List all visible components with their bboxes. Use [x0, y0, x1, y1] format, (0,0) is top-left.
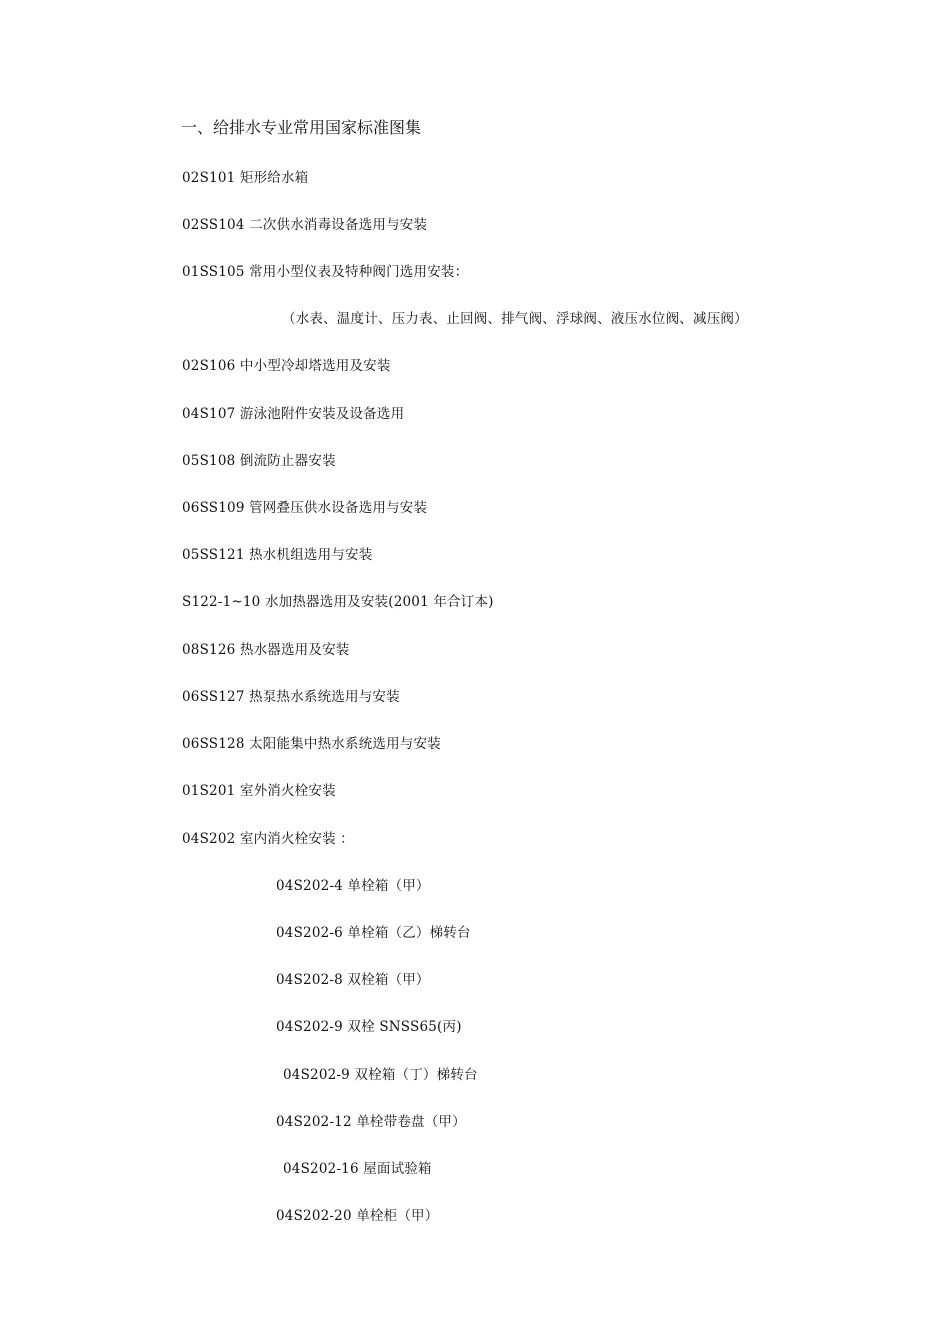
- list-item: 02S106 中小型冷却塔选用及安装: [182, 358, 391, 374]
- list-item: 08S126 热水器选用及安装: [182, 642, 350, 658]
- list-item: 05S108 倒流防止器安装: [182, 453, 336, 469]
- sub-list-item: 04S202-4 单栓箱（甲）: [276, 878, 430, 894]
- sub-list-item: 04S202-6 单栓箱（乙）梯转台: [276, 925, 471, 941]
- list-item-note: （水表、温度计、压力表、止回阀、排气阀、浮球阀、液压水位阀、减压阀）: [282, 311, 748, 327]
- list-item: 01SS105 常用小型仪表及特种阀门选用安装：: [182, 264, 469, 280]
- list-item: 05SS121 热水机组选用与安装: [182, 547, 373, 563]
- list-item: 02SS104 二次供水消毒设备选用与安装: [182, 217, 428, 233]
- list-item: 06SS109 管网叠压供水设备选用与安装: [182, 500, 428, 516]
- sub-list-item: 04S202-16 屋面试验箱: [283, 1161, 432, 1177]
- list-item: 02S101 矩形给水箱: [182, 170, 309, 186]
- sub-list-item: 04S202-12 单栓带卷盘（甲）: [276, 1114, 466, 1130]
- sub-list-item: 04S202-20 单栓柜（甲）: [276, 1208, 439, 1224]
- list-item: 01S201 室外消火栓安装: [182, 783, 336, 799]
- sub-list-item: 04S202-9 双栓 SNSS65(丙): [276, 1019, 462, 1035]
- list-item: S122-1~10 水加热器选用及安装(2001 年合订本): [182, 594, 494, 610]
- list-item: 06SS128 太阳能集中热水系统选用与安装: [182, 736, 441, 752]
- sub-list-item: 04S202-9 双栓箱（丁）梯转台: [283, 1067, 478, 1083]
- list-item: 04S202 室内消火栓安装 ：: [182, 831, 354, 847]
- list-item: 04S107 游泳池附件安装及设备选用: [182, 406, 405, 422]
- list-item: 06SS127 热泵热水系统选用与安装: [182, 689, 400, 705]
- sub-list-item: 04S202-8 双栓箱（甲）: [276, 972, 430, 988]
- section-heading: 一、给排水专业常用国家标准图集: [181, 118, 422, 137]
